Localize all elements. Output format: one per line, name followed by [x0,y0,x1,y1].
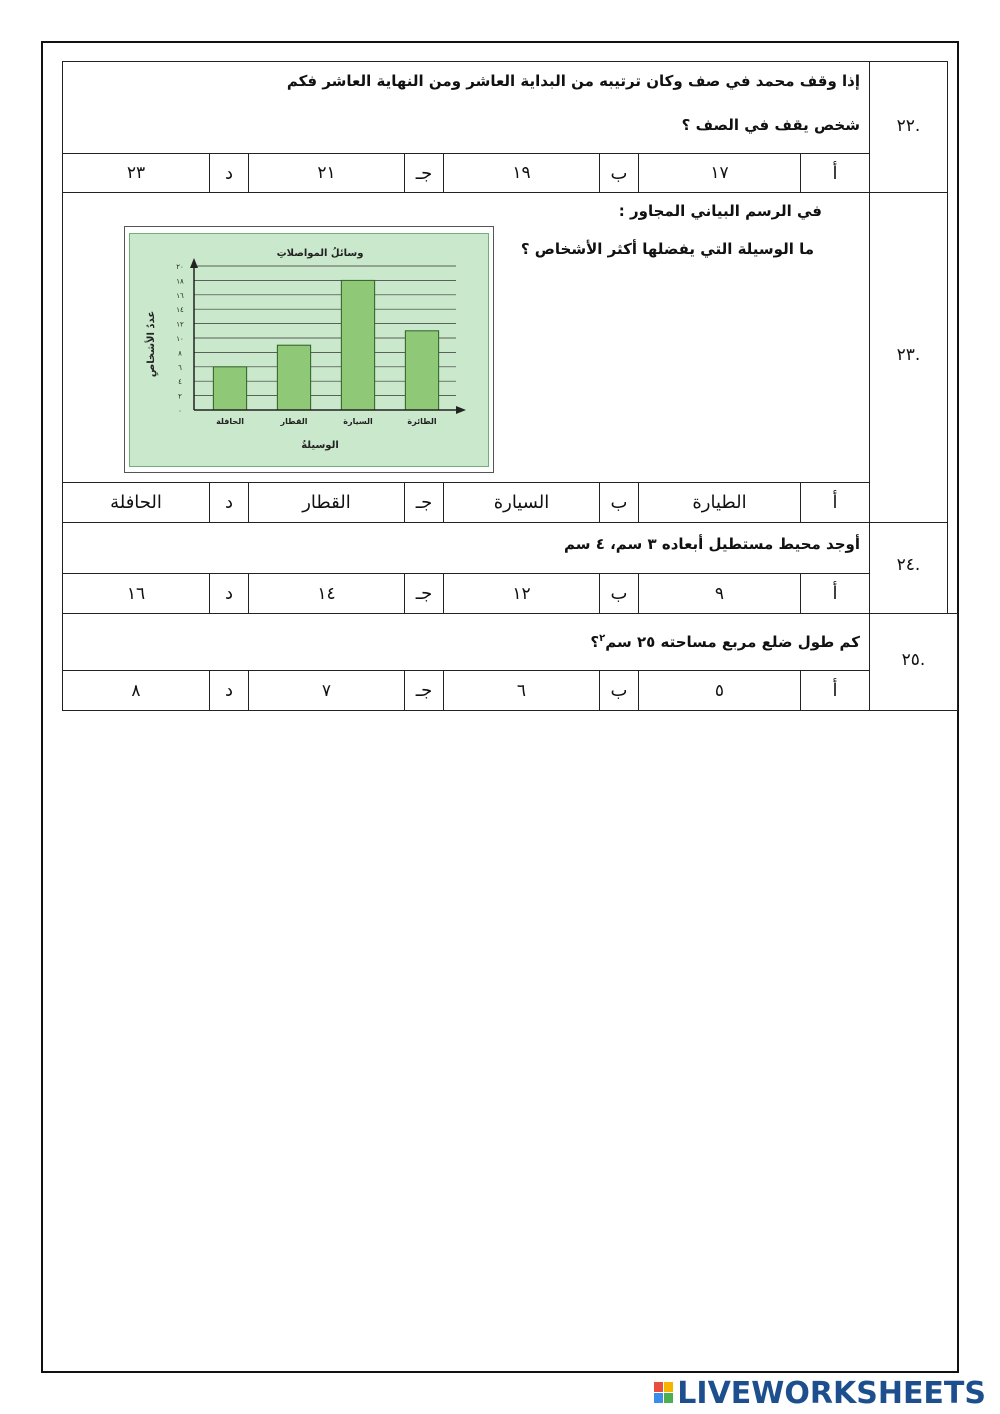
y-tick-label: ١٦ [176,291,184,300]
q23-option-c-value[interactable]: القطار [248,482,405,523]
q22-number: .٢٢ [896,116,921,136]
q24-option-d-value[interactable]: ١٦ [62,573,210,614]
q24-option-d-letter[interactable]: د [209,573,249,614]
q22-option-c-letter[interactable]: جـ [404,153,444,193]
q24-option-b-letter[interactable]: ب [599,573,639,614]
q22-option-d-value[interactable]: ٢٣ [62,153,210,193]
y-tick-label: ٨ [178,349,182,358]
q23-option-a-letter[interactable]: أ [800,482,870,523]
q25-option-c-letter[interactable]: جـ [404,670,444,711]
q25-text [590,633,860,651]
q23-option-d-letter[interactable]: د [209,482,249,523]
bar-chart [130,234,488,466]
y-axis-arrow [190,258,198,268]
q22-option-a-letter[interactable]: أ [800,153,870,193]
category-label: القطار [280,417,308,426]
q22-option-a-value[interactable]: ١٧ [638,153,801,193]
y-tick-label: ١٨ [176,277,184,286]
logo-text: LIVEWORKSHEETS [677,1375,986,1411]
q23-option-a-value[interactable]: الطيارة [638,482,801,523]
q22-option-c-value[interactable]: ٢١ [248,153,405,193]
q25-text-end: ؟ [590,633,600,651]
logo-grid-icon [654,1382,674,1404]
q25-option-b-letter[interactable]: ب [599,670,639,711]
chart-background [129,233,489,467]
bar-1 [213,367,246,410]
q23-text-line1: في الرسم البياني المجاور : [618,202,822,220]
category-label: الحافلة [216,417,244,426]
q25-option-d-letter[interactable]: د [209,670,249,711]
q25-options-row [62,670,870,711]
y-tick-label: ١٠ [176,335,184,343]
y-tick-label: ٢٠ [176,263,184,271]
q23-options-row [62,482,870,523]
chart-ylabel: عددُ الأشخاصِ [146,310,157,378]
q25-text-superscript: ٢ [599,633,606,644]
q24-option-b-value[interactable]: ١٢ [443,573,600,614]
q22-text-line1: إذا وقف محمد في صف وكان ترتيبه من البداية العاشر ومن النهاية العاشر فكم [286,72,860,90]
q24-number: .٢٤ [896,555,921,575]
q22-option-d-letter[interactable]: د [209,153,249,193]
chart-frame [124,226,494,473]
q25-number: .٢٥ [901,650,926,670]
q24-option-a-value[interactable]: ٩ [638,573,801,614]
y-tick-label: ١٢ [176,320,184,329]
q25-option-d-value[interactable]: ٨ [62,670,210,711]
q25-text-main: كم طول ضلع مربع مساحته ٢٥ سم [605,633,860,651]
bar-3 [341,280,374,410]
q25-option-b-value[interactable]: ٦ [443,670,600,711]
q23-text-line2: ما الوسيلة التي يفضلها أكثر الأشخاص ؟ [520,240,814,258]
chart-title: وسائلُ المواصلاتِ [276,248,364,259]
q23-option-d-value[interactable]: الحافلة [62,482,210,523]
q24-options-row [62,573,870,614]
q24-option-c-value[interactable]: ١٤ [248,573,405,614]
q23-option-b-letter[interactable]: ب [599,482,639,523]
q25-option-a-letter[interactable]: أ [800,670,870,711]
category-label: السيارة [343,417,373,426]
q24-option-a-letter[interactable]: أ [800,573,870,614]
x-axis-arrow [456,406,466,414]
q23-number: .٢٣ [896,345,921,365]
q25-option-a-value[interactable]: ٥ [638,670,801,711]
y-tick-label: ٢ [178,392,182,401]
q24-option-c-letter[interactable]: جـ [404,573,444,614]
q23-option-c-letter[interactable]: جـ [404,482,444,523]
q22-option-b-value[interactable]: ١٩ [443,153,600,193]
q24-text-line1: أوجد محيط مستطيل أبعاده ٣ سم، ٤ سم [563,535,860,553]
chart-xlabel: الوسيلةُ [301,440,339,451]
bar-4 [405,331,438,410]
y-tick-label: ٦ [178,363,182,372]
bar-2 [277,345,310,410]
q22-options-row [62,153,870,193]
y-tick-label: ٠ [178,407,182,415]
category-label: الطائرة [407,417,437,426]
q25-option-c-value[interactable]: ٧ [248,670,405,711]
q22-text-line2: شخص يقف في الصف ؟ [681,116,860,134]
liveworksheets-logo[interactable] [654,1374,986,1412]
q22-option-b-letter[interactable]: ب [599,153,639,193]
q23-option-b-value[interactable]: السيارة [443,482,600,523]
y-tick-label: ٤ [178,378,182,387]
y-tick-label: ١٤ [176,306,184,315]
